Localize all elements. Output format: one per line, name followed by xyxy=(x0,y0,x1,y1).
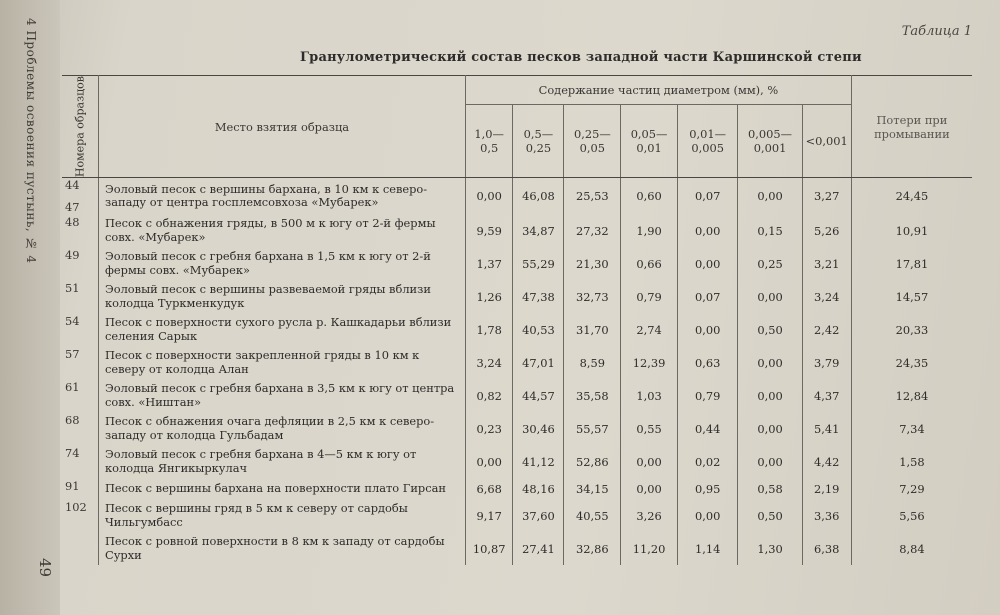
fraction-value-cell: 32,86 xyxy=(564,532,621,565)
fraction-value-cell: 0,60 xyxy=(621,178,678,215)
fraction-value-cell: 3,27 xyxy=(802,178,851,215)
fraction-value-cell: 30,46 xyxy=(513,412,564,445)
loss-value-cell: 17,81 xyxy=(895,256,929,271)
fraction-value-cell: 41,12 xyxy=(513,445,564,478)
fraction-value-cell: 0,58 xyxy=(738,478,802,499)
loss-value-cell: 1,58 xyxy=(899,454,925,469)
fraction-value-cell: 0,00 xyxy=(738,178,802,215)
fraction-header: 0,5—0,25 xyxy=(513,104,564,177)
table-row xyxy=(62,280,972,313)
fraction-value-cell: 0,15 xyxy=(738,214,802,247)
sample-number: 91 xyxy=(65,479,80,494)
fraction-header: 0,25— 0,05 xyxy=(564,104,621,177)
fraction-value-cell: 10,87 xyxy=(466,532,513,565)
fraction-value-cell: 0,00 xyxy=(677,313,737,346)
table-row xyxy=(62,247,972,280)
loss-value-cell: 5,56 xyxy=(899,508,925,523)
fraction-value-cell: 40,53 xyxy=(513,313,564,346)
fraction-value-cell: 27,32 xyxy=(564,214,621,247)
fraction-value-cell: 0,00 xyxy=(738,280,802,313)
place-cell: Песок с обнажения очага дефляции в 2,5 км к северо-западу от колодца Гульбадам xyxy=(99,412,466,445)
fraction-value-cell: 0,23 xyxy=(466,412,513,445)
fraction-value-cell: 12,39 xyxy=(621,346,678,379)
place-cell: Эоловый песок с вершины развеваемой гряды вблизи колодца Туркменкудук xyxy=(99,280,466,313)
fraction-value-cell: 44,57 xyxy=(513,379,564,412)
fraction-value-cell: 48,16 xyxy=(513,478,564,499)
fraction-value-cell: 0,00 xyxy=(677,499,737,532)
fraction-value-cell: 0,79 xyxy=(677,379,737,412)
sample-number-cell xyxy=(62,379,99,412)
fraction-value-cell: 3,24 xyxy=(802,280,851,313)
table-row xyxy=(62,313,972,346)
fraction-value-cell: 37,60 xyxy=(513,499,564,532)
fraction-value-cell: 0,55 xyxy=(621,412,678,445)
table-label: Таблица 1 xyxy=(901,24,972,39)
sample-number: 102 xyxy=(65,500,87,515)
sample-number: 44 xyxy=(65,178,80,193)
sample-number: 49 xyxy=(65,248,80,263)
fraction-value-cell: 0,50 xyxy=(738,313,802,346)
fraction-value-cell: 9,59 xyxy=(466,214,513,247)
fraction-value-cell: 3,24 xyxy=(466,346,513,379)
sample-number-cell xyxy=(62,313,99,346)
fraction-value-cell: 3,21 xyxy=(802,247,851,280)
table-row xyxy=(62,379,972,412)
fraction-value-cell: 1,14 xyxy=(677,532,737,565)
fraction-value-cell: 0,82 xyxy=(466,379,513,412)
fraction-value-cell: 0,63 xyxy=(677,346,737,379)
fraction-value-cell: 0,79 xyxy=(621,280,678,313)
sample-number: 61 xyxy=(65,380,80,395)
table-row xyxy=(62,412,972,445)
place-cell: Песок с ровной поверхности в 8 км к западу от сардобы Сурхи xyxy=(99,532,466,565)
sample-number-cell xyxy=(62,412,99,445)
fraction-value-cell: 1,90 xyxy=(621,214,678,247)
granulometry-table xyxy=(62,75,972,565)
fraction-value-cell: 5,26 xyxy=(802,214,851,247)
fraction-header: <0,001 xyxy=(802,104,851,177)
sample-number-header: Номера образцов xyxy=(62,76,99,178)
fraction-value-cell: 4,37 xyxy=(802,379,851,412)
fraction-value-cell: 11,20 xyxy=(621,532,678,565)
table-body xyxy=(62,178,972,566)
fraction-value-cell: 25,53 xyxy=(564,178,621,215)
fraction-value-cell: 0,00 xyxy=(466,178,513,215)
fraction-header: 0,005— 0,001 xyxy=(738,104,802,177)
place-cell: Эоловый песок с вершины бархана, в 10 км к северо-западу от центра госплемсовхоза «Мубарек» xyxy=(99,178,466,215)
table-caption: Гранулометрический состав песков западной части Каршинской степи xyxy=(300,50,862,65)
loss-value-cell: 12,84 xyxy=(895,388,929,403)
fraction-value-cell: 0,44 xyxy=(677,412,737,445)
fraction-value-cell: 9,17 xyxy=(466,499,513,532)
table-row xyxy=(62,478,972,499)
fraction-value-cell: 0,95 xyxy=(677,478,737,499)
fraction-value-cell: 52,86 xyxy=(564,445,621,478)
fraction-value-cell: 0,25 xyxy=(738,247,802,280)
fraction-value-cell: 3,79 xyxy=(802,346,851,379)
fraction-value-cell: 1,30 xyxy=(738,532,802,565)
fraction-value-cell: 1,37 xyxy=(466,247,513,280)
fraction-value-cell: 2,74 xyxy=(621,313,678,346)
table-row xyxy=(62,445,972,478)
fraction-value-cell: 27,41 xyxy=(513,532,564,565)
fraction-header: 0,01— 0,005 xyxy=(677,104,737,177)
sample-number: 51 xyxy=(65,281,80,296)
place-header: Место взятия образца xyxy=(99,76,466,178)
loss-value-cell: 7,29 xyxy=(899,481,925,496)
fraction-value-cell: 1,26 xyxy=(466,280,513,313)
fraction-value-cell: 46,08 xyxy=(513,178,564,215)
loss-value-cell: 7,34 xyxy=(899,421,925,436)
fraction-value-cell: 35,58 xyxy=(564,379,621,412)
place-cell: Песок с вершины гряд в 5 км к северу от сардобы Чильгумбасс xyxy=(99,499,466,532)
loss-value-cell: 10,91 xyxy=(895,223,929,238)
fraction-value-cell: 2,42 xyxy=(802,313,851,346)
sample-number-cell xyxy=(62,247,99,280)
fraction-value-cell: 0,00 xyxy=(677,214,737,247)
fraction-value-cell: 5,41 xyxy=(802,412,851,445)
fraction-value-cell: 0,02 xyxy=(677,445,737,478)
table-row xyxy=(62,532,972,565)
sample-number: 57 xyxy=(65,347,80,362)
sample-number-cell xyxy=(62,532,99,565)
place-cell: Песок с поверхности сухого русла р. Кашкадарьи вблизи селения Сарык xyxy=(99,313,466,346)
place-cell: Эоловый песок с гребня бархана в 4—5 км к югу от колодца Янгикыркулач xyxy=(99,445,466,478)
table-row xyxy=(62,178,972,215)
fraction-value-cell: 32,73 xyxy=(564,280,621,313)
fraction-value-cell: 3,36 xyxy=(802,499,851,532)
fraction-value-cell: 0,00 xyxy=(738,346,802,379)
place-cell: Эоловый песок с гребня бархана в 3,5 км к югу от центра совх. «Ништан» xyxy=(99,379,466,412)
content-header: Содержание частиц диаметром (мм), % xyxy=(466,76,852,105)
fraction-value-cell: 40,55 xyxy=(564,499,621,532)
fraction-value-cell: 6,38 xyxy=(802,532,851,565)
fraction-value-cell: 55,29 xyxy=(513,247,564,280)
fraction-value-cell: 0,50 xyxy=(738,499,802,532)
fraction-value-cell: 0,00 xyxy=(738,445,802,478)
fraction-value-cell: 31,70 xyxy=(564,313,621,346)
fraction-value-cell: 1,03 xyxy=(621,379,678,412)
fraction-header: 1,0—0,5 xyxy=(466,104,513,177)
table-row xyxy=(62,214,972,247)
fraction-value-cell: 0,00 xyxy=(677,247,737,280)
sample-number: 48 xyxy=(65,215,80,230)
page-number: 49 xyxy=(36,558,54,578)
fraction-value-cell: 0,07 xyxy=(677,178,737,215)
fraction-value-cell: 47,38 xyxy=(513,280,564,313)
table-row xyxy=(62,499,972,532)
fraction-value-cell: 34,87 xyxy=(513,214,564,247)
fraction-value-cell: 0,00 xyxy=(621,445,678,478)
fraction-value-cell: 2,19 xyxy=(802,478,851,499)
loss-value-cell: 20,33 xyxy=(895,322,929,337)
fraction-value-cell: 6,68 xyxy=(466,478,513,499)
fraction-header: 0,05— 0,01 xyxy=(621,104,678,177)
sample-number: 74 xyxy=(65,446,80,461)
loss-value-cell: 8,84 xyxy=(899,541,925,556)
place-cell: Песок с вершины бархана на поверхности плато Гирсан xyxy=(99,478,466,499)
place-cell: Эоловый песок с гребня бархана в 1,5 км к югу от 2-й фермы совх. «Мубарек» xyxy=(99,247,466,280)
sample-number-cell xyxy=(62,445,99,478)
fraction-value-cell: 0,66 xyxy=(621,247,678,280)
fraction-value-cell: 0,00 xyxy=(466,445,513,478)
fraction-value-cell: 0,00 xyxy=(738,412,802,445)
sample-number-cell xyxy=(62,346,99,379)
fraction-value-cell: 0,00 xyxy=(738,379,802,412)
fraction-value-cell: 21,30 xyxy=(564,247,621,280)
fraction-value-cell: 55,57 xyxy=(564,412,621,445)
loss-header: Потери при промывании xyxy=(851,76,972,178)
sample-number-cell xyxy=(62,280,99,313)
fraction-value-cell: 34,15 xyxy=(564,478,621,499)
sample-number-cell xyxy=(62,214,99,247)
loss-value-cell: 24,35 xyxy=(895,355,929,370)
loss-value-cell: 14,57 xyxy=(895,289,929,304)
sample-number-cell xyxy=(62,499,99,532)
fraction-value-cell: 47,01 xyxy=(513,346,564,379)
table-row xyxy=(62,346,972,379)
running-head: 4 Проблемы освоения пустынь, № 4 xyxy=(24,18,38,264)
place-cell: Песок с обнажения гряды, в 500 м к югу от 2-й фермы совх. «Мубарек» xyxy=(99,214,466,247)
fraction-value-cell: 0,07 xyxy=(677,280,737,313)
place-cell: Песок с поверхности закрепленной гряды в 10 км к северу от колодца Алан xyxy=(99,346,466,379)
fraction-value-cell: 0,00 xyxy=(621,478,678,499)
sample-number: 47 xyxy=(65,200,80,215)
loss-value-cell: 24,45 xyxy=(895,189,929,204)
fraction-value-cell: 4,42 xyxy=(802,445,851,478)
sample-number: 54 xyxy=(65,314,80,329)
sample-number-cell xyxy=(62,478,99,499)
fraction-value-cell: 8,59 xyxy=(564,346,621,379)
sample-number-cell xyxy=(62,178,99,215)
fraction-value-cell: 1,78 xyxy=(466,313,513,346)
sample-number: 68 xyxy=(65,413,80,428)
fraction-value-cell: 3,26 xyxy=(621,499,678,532)
